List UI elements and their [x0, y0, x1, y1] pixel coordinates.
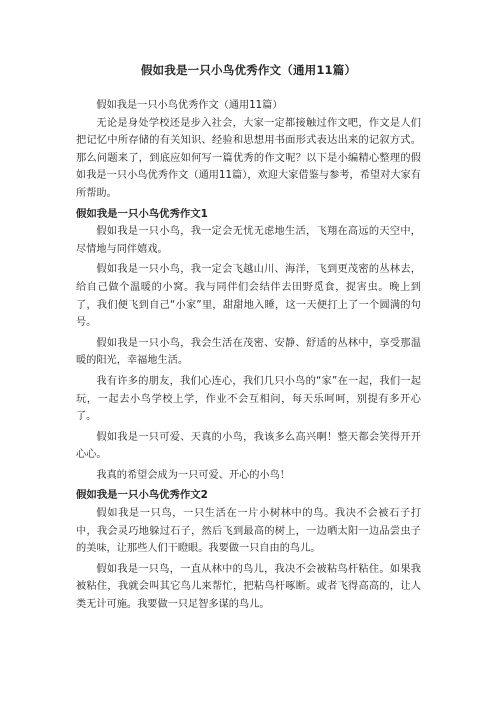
section-1-paragraph-2: 假如我是一只小鸟，我一定会飞越山川、海洋，飞到更茂密的丛林去，给自己做个温暖的小窝。我与同伴们会结伴去田野觅食，捉害虫。晚上到了，我们便飞到自己“小家”里，甜甜地入睡，这一天便打上了一个圆满的句号。: [76, 264, 421, 329]
section-2-paragraph-1: 假如我是一只鸟，一只生活在一片小树林中的鸟。我决不会被石子打中，我会灵巧地躲过石子，然后飞到最高的树上，一边晒太阳一边品尝虫子的美味，让那些人们干瞪眼。我要做一只自由的鸟儿。: [76, 508, 421, 555]
section-1-paragraph-6: 我真的希望会成为一只可爱、开心的小鸟！: [96, 469, 290, 481]
intro-paragraph-1: 假如我是一只小鸟优秀作文（通用11篇）: [96, 100, 283, 111]
section-1-paragraph-4: 我有许多的朋友，我们心连心，我们几只小鸟的“家”在一起，我们一起玩，一起去小鸟学校上学，作业不会互相问，每天乐呵呵，别提有多开心了。: [76, 375, 421, 423]
section-1-paragraph-3: 假如我是一只小鸟，我会生活在茂密、安静、舒适的丛林中，享受那温暖的阳光，幸福地生活。: [76, 337, 421, 367]
section-2-heading: 假如我是一只小鸟优秀作文2: [76, 489, 208, 502]
intro-paragraph-2: 无论是身处学校还是步入社会，大家一定都接触过作文吧，作文是人们把记忆中所存储的有关知识、经验和思想用书面形式表达出来的记叙方式。那么问题来了，到底应如何写一篇优秀的作文呢？以下是小编精心整理的假如我是一只小鸟优秀作文（通用11篇），欢迎大家借鉴与参考，希望对大家有所帮助。: [76, 117, 421, 199]
section-1-heading: 假如我是一只小鸟优秀作文1: [76, 207, 208, 220]
section-1-paragraph-5: 假如我是一只可爱、天真的小鸟，我该多么高兴啊！整天都会笑得开开心心。: [76, 431, 421, 461]
document-page: [76, 62, 421, 617]
document-title: 假如我是一只小鸟优秀作文（通用11篇）: [140, 63, 357, 77]
section-2-paragraph-2: 假如我是一只鸟，一直从林中的鸟儿，我决不会被粘鸟杆粘住。如果我被粘住，我就会叫其它鸟儿来帮忙，把粘鸟杆啄断。或者飞得高高的，让人类无计可施。我要做一只足智多谋的鸟儿。: [76, 563, 421, 611]
section-1-paragraph-1: 假如我是一只小鸟，我一定会无忧无虑地生活，飞翔在高远的天空中，尽情地与同伴嬉戏。: [76, 226, 421, 255]
